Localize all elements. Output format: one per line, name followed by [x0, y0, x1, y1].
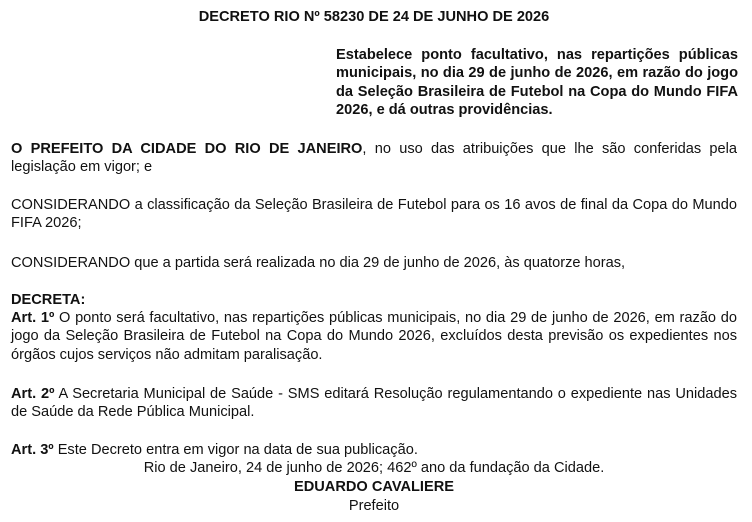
decree-summary: Estabelece ponto facultativo, nas repartições públicas municipais, no dia 29 de junho de 2026, em razão do jogo da Seleção Brasileira de Futebol na Copa do Mundo FIFA 2026, e dá outras providências.: [336, 47, 738, 118]
article-2-label: Art. 2º: [11, 386, 55, 402]
article-1-label: Art. 1º: [11, 310, 55, 326]
considering-1: CONSIDERANDO a classificação da Seleção Brasileira de Futebol para os 16 avos de final da Copa do Mundo FIFA 2026;: [11, 197, 737, 232]
preamble: [11, 140, 737, 177]
article-1-text: O ponto será facultativo, nas repartições públicas municipais, no dia 29 de junho de 2026, em razão do jogo da Seleção Brasileira de Futebol na Copa do Mundo 2026, excluídos desta previsão os expedientes nos órgãos cujos serviços não admitam paralisação.: [11, 310, 737, 363]
considering-2: CONSIDERANDO que a partida será realizada no dia 29 de junho de 2026, às quatorze horas,: [11, 255, 626, 271]
article-3-label: Art. 3º: [11, 442, 54, 458]
signatory-name: EDUARDO CAVALIERE: [294, 479, 454, 495]
article-3-text: Este Decreto entra em vigor na data de sua publicação.: [53, 442, 418, 458]
decree-title: DECRETO RIO Nº 58230 DE 24 DE JUNHO DE 2026: [198, 9, 550, 25]
article-2-text: A Secretaria Municipal de Saúde - SMS editará Resolução regulamentando o expediente nas Unidades de Saúde da Rede Pública Municipal.: [11, 386, 738, 421]
preamble-authority: O PREFEITO DA CIDADE DO RIO DE JANEIRO: [11, 141, 363, 157]
closing-line: Rio de Janeiro, 24 de junho de 2026; 462º ano da fundação da Cidade.: [143, 460, 605, 476]
decrees-heading: DECRETA:: [11, 292, 86, 308]
article-1: [11, 309, 737, 364]
article-2: [11, 385, 737, 422]
preamble-text: , no uso das atribuições que lhe são conferidas pela legislação em vigor; e: [11, 141, 737, 176]
signatory-title: Prefeito: [348, 498, 400, 514]
article-3: [11, 441, 737, 459]
